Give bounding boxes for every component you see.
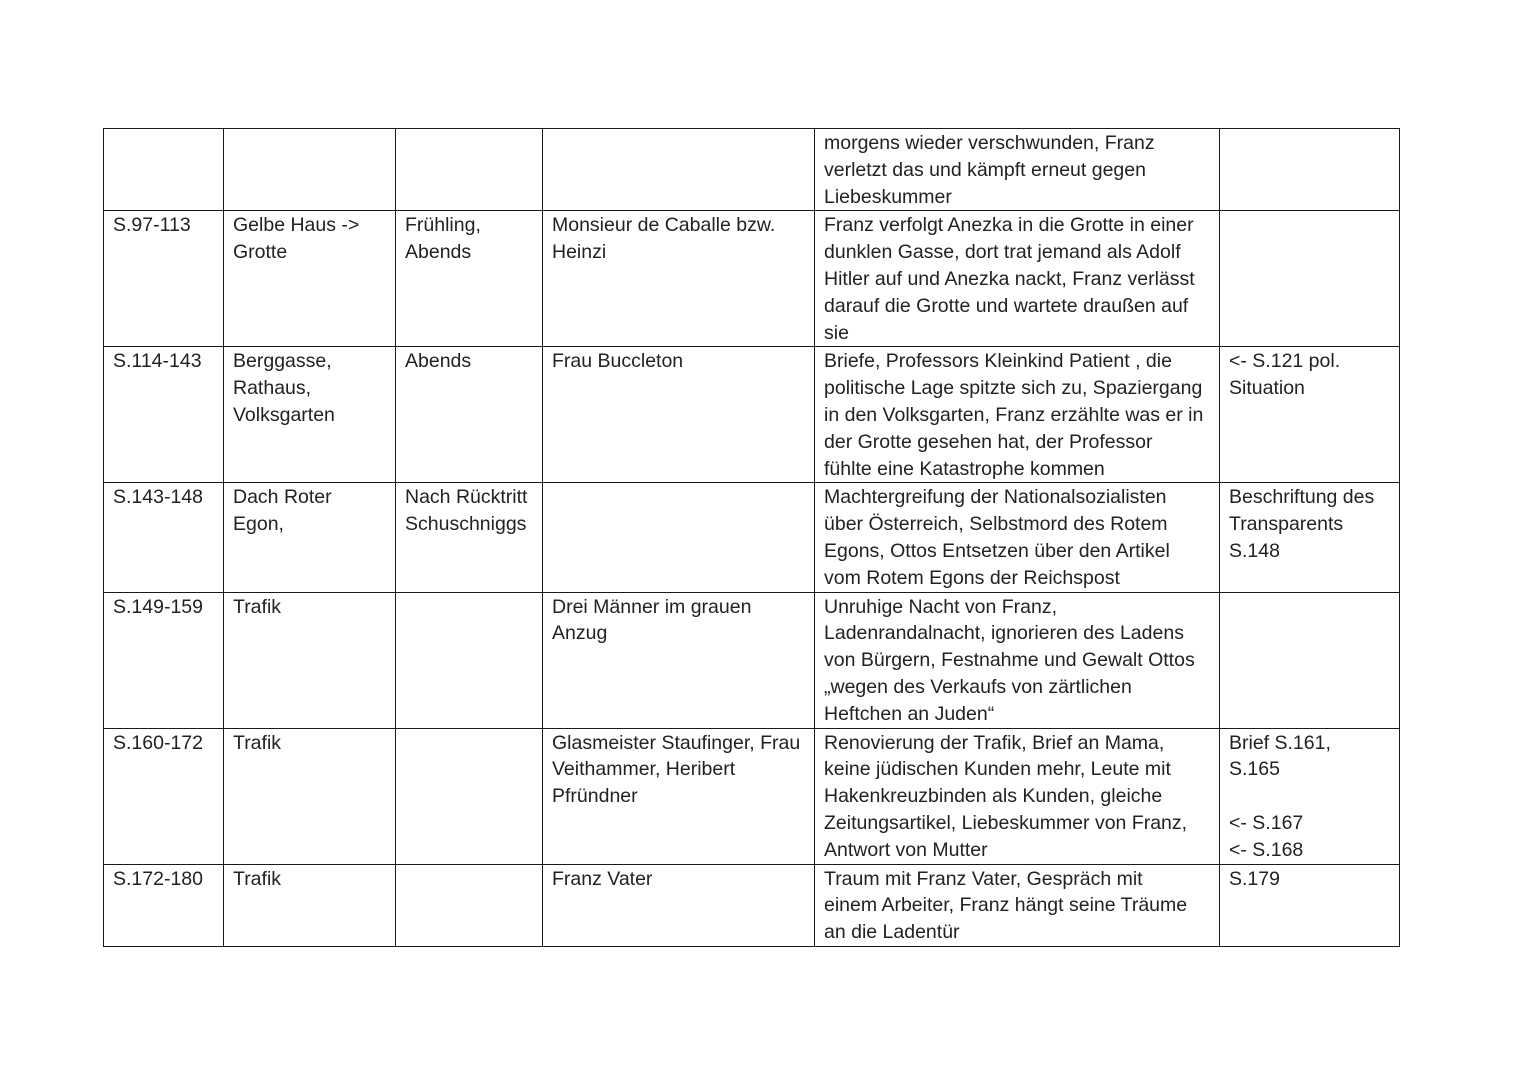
table-row — [104, 483, 1400, 592]
cell-time: Nach Rücktritt Schuschniggs — [396, 483, 543, 592]
cell-persons: Drei Männer im grauen Anzug — [543, 592, 815, 728]
cell-pages — [104, 129, 224, 211]
table-row — [104, 211, 1400, 347]
cell-pages: S.114-143 — [104, 347, 224, 483]
cell-persons: Franz Vater — [543, 864, 815, 946]
cell-notes: Brief S.161, S.165 <- S.167 <- S.168 — [1220, 728, 1400, 864]
cell-notes — [1220, 211, 1400, 347]
cell-persons: Glasmeister Staufinger, Frau Veithammer, Heribert Pfründner — [543, 728, 815, 864]
cell-content: Briefe, Professors Kleinkind Patient , die politische Lage spitzte sich zu, Spaziergang in den Volksgarten, Franz erzählte was er in der Grotte gesehen hat, der Professor fühlte eine Katastrophe kommen — [815, 347, 1220, 483]
cell-time — [396, 728, 543, 864]
cell-content: morgens wieder verschwunden, Franz verletzt das und kämpft erneut gegen Liebeskummer — [815, 129, 1220, 211]
cell-content: Traum mit Franz Vater, Gespräch mit einem Arbeiter, Franz hängt seine Träume an die Ladentür — [815, 864, 1220, 946]
cell-notes: Beschriftung des Transparents S.148 — [1220, 483, 1400, 592]
cell-pages: S.149-159 — [104, 592, 224, 728]
cell-time: Abends — [396, 347, 543, 483]
cell-place — [224, 129, 396, 211]
cell-place: Trafik — [224, 592, 396, 728]
cell-content: Machtergreifung der Nationalsozialisten über Österreich, Selbstmord des Rotem Egons, Ottos Entsetzen über den Artikel vom Rotem Egons der Reichspost — [815, 483, 1220, 592]
cell-pages: S.160-172 — [104, 728, 224, 864]
cell-content: Franz verfolgt Anezka in die Grotte in einer dunklen Gasse, dort trat jemand als Adolf Hitler auf und Anezka nackt, Franz verlässt darauf die Grotte und wartete draußen auf sie — [815, 211, 1220, 347]
cell-content: Unruhige Nacht von Franz, Ladenrandalnacht, ignorieren des Ladens von Bürgern, Festnahme und Gewalt Ottos „wegen des Verkaufs von zärtlichen Heftchen an Juden“ — [815, 592, 1220, 728]
cell-notes: <- S.121 pol. Situation — [1220, 347, 1400, 483]
summary-table — [103, 128, 1400, 947]
cell-notes — [1220, 129, 1400, 211]
cell-pages: S.97-113 — [104, 211, 224, 347]
cell-place: Trafik — [224, 864, 396, 946]
cell-persons — [543, 129, 815, 211]
cell-pages: S.172-180 — [104, 864, 224, 946]
cell-notes — [1220, 592, 1400, 728]
cell-notes: S.179 — [1220, 864, 1400, 946]
table-row — [104, 129, 1400, 211]
cell-content: Renovierung der Trafik, Brief an Mama, keine jüdischen Kunden mehr, Leute mit Hakenkreuzbinden als Kunden, gleiche Zeitungsartikel, Liebeskummer von Franz, Antwort von Mutter — [815, 728, 1220, 864]
table-row — [104, 592, 1400, 728]
cell-pages: S.143-148 — [104, 483, 224, 592]
cell-place: Trafik — [224, 728, 396, 864]
table-row — [104, 864, 1400, 946]
table-row — [104, 728, 1400, 864]
cell-place: Gelbe Haus -> Grotte — [224, 211, 396, 347]
cell-persons: Frau Buccleton — [543, 347, 815, 483]
cell-persons — [543, 483, 815, 592]
cell-time — [396, 129, 543, 211]
cell-time — [396, 864, 543, 946]
cell-place: Dach Roter Egon, — [224, 483, 396, 592]
table-row — [104, 347, 1400, 483]
cell-time: Frühling, Abends — [396, 211, 543, 347]
cell-place: Berggasse, Rathaus, Volksgarten — [224, 347, 396, 483]
cell-persons: Monsieur de Caballe bzw. Heinzi — [543, 211, 815, 347]
cell-time — [396, 592, 543, 728]
